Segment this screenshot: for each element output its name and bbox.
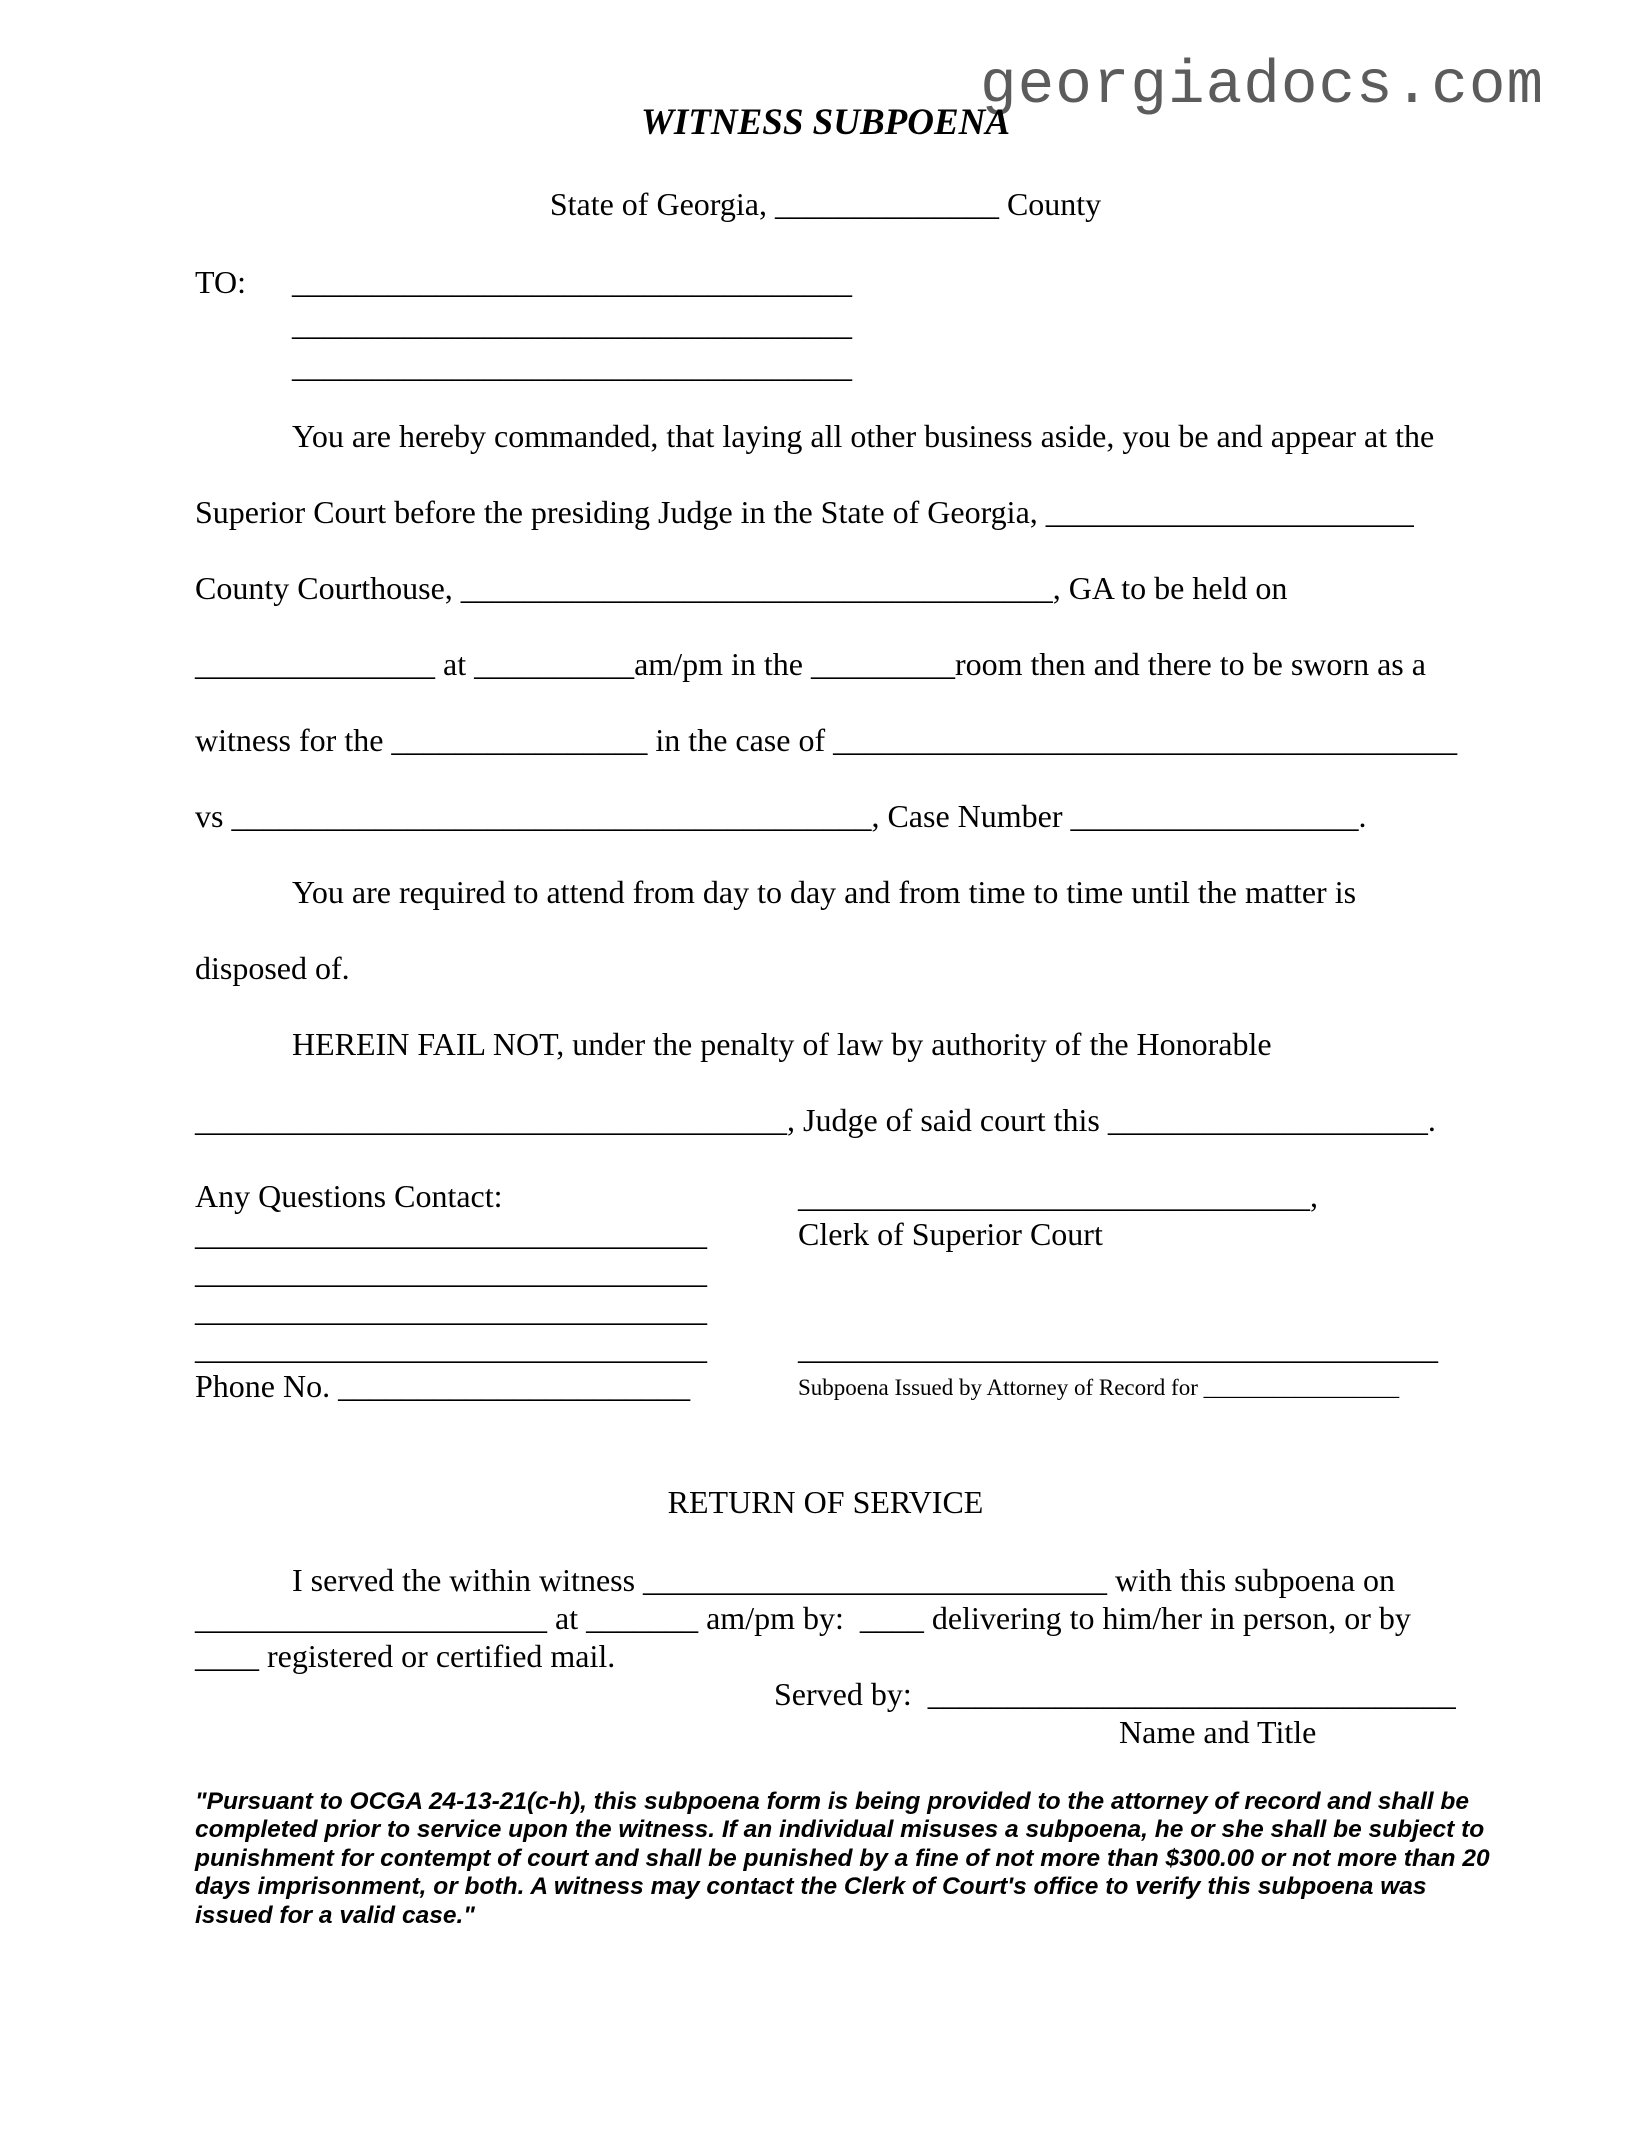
to-line-2: ___________________________________ [292,306,852,342]
contact-line-3: ________________________________ [195,1292,707,1328]
body-line-7: You are required to attend from day to day and from time to time until the matter is [292,874,1357,910]
state-county-line: State of Georgia, ______________ County [549,186,1102,222]
to-label: TO: [195,264,246,300]
attorney-signature-line: ________________________________________ [798,1330,1438,1366]
served-by-line: Served by: _________________________________ [774,1676,1456,1712]
legal-notice: "Pursuant to OCGA 24-13-21(c-h), this subpoena form is being provided to the attorney of record and shall be completed prior to service upon the witness. If an individual misuses a subpoena, he or she shall be subject to punishment for contempt of court and shall be punished by a fine of not more than $300.00 or not more than 20 days imprisonment, or both. A witness may contact the Clerk of Court's office to verify this subpoena was issued for a valid case." [195,1788,1490,1929]
contact-line-1: ________________________________ [195,1216,707,1252]
document-title: WITNESS SUBPOENA [640,102,1011,143]
to-line-1: ___________________________________ [292,264,852,300]
contact-line-2: ________________________________ [195,1254,707,1290]
clerk-signature-line: ________________________________, [798,1178,1318,1214]
body-line-6: vs ________________________________________, Case Number __________________. [195,798,1367,834]
body-line-10: _____________________________________, Judge of said court this ____________________. [195,1102,1436,1138]
attorney-label: Subpoena Issued by Attorney of Record for _________________ [798,1375,1400,1400]
to-line-3: ___________________________________ [292,348,852,384]
contact-phone: Phone No. ______________________ [195,1368,691,1404]
return-line-2: ______________________ at _______ am/pm by: ____ delivering to him/her in person, or by [195,1600,1411,1636]
return-line-1: I served the within witness _____________________________ with this subpoena on [292,1562,1396,1598]
contact-label: Any Questions Contact: [195,1178,503,1214]
body-line-1: You are hereby commanded, that laying all other business aside, you be and appear at the [292,418,1435,454]
return-line-3: ____ registered or certified mail. [195,1638,616,1674]
body-line-8: disposed of. [195,950,350,986]
clerk-title: Clerk of Superior Court [798,1216,1103,1252]
name-and-title-label: Name and Title [1119,1714,1317,1750]
contact-line-4: ________________________________ [195,1330,707,1366]
return-of-service-heading: RETURN OF SERVICE [667,1484,984,1520]
body-line-9: HEREIN FAIL NOT, under the penalty of law by authority of the Honorable [292,1026,1272,1062]
body-line-5: witness for the ________________ in the case of _______________________________________ [195,722,1458,758]
body-line-4: _______________ at __________am/pm in the _________room then and there to be sworn as a [195,646,1426,682]
watermark: georgiadocs.com [980,52,1545,121]
body-line-3: County Courthouse, _____________________________________, GA to be held on [195,570,1288,606]
body-line-2: Superior Court before the presiding Judge in the State of Georgia, _______________________ [195,494,1414,530]
